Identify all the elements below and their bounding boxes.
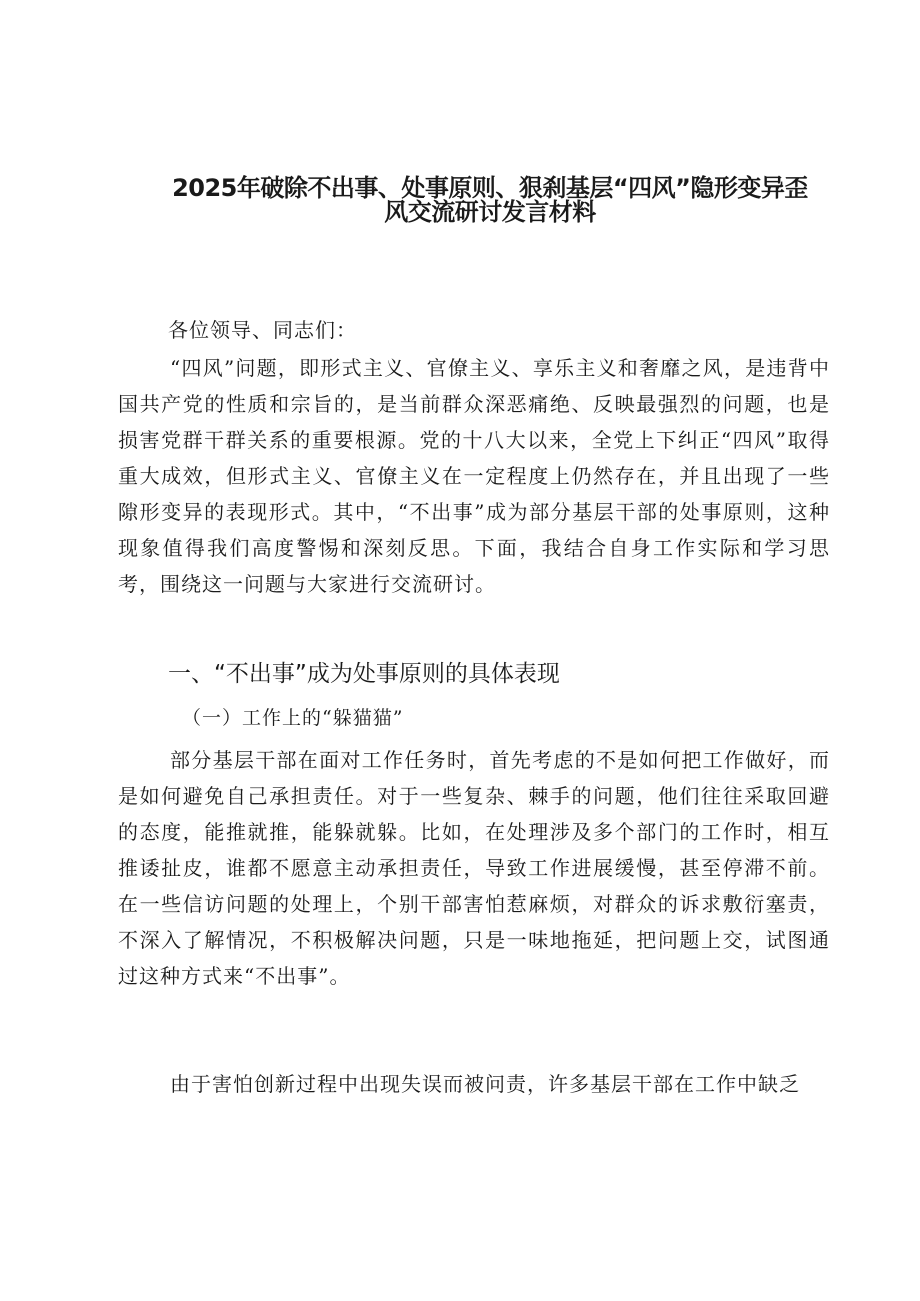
paragraph-body-1: 部分基层干部在面对工作任务时，首先考虑的不是如何把工作做好，而是如何避免自己承担责任。对于一些复杂、棘手的问题，他们往往采取回避的态度，能推就推，能躲就躲。比如，在处理涉及多个部门的工作时，相互推诿扯皮，谁都不愿意主动承担责任，导致工作进展缓慢，甚至停滞不前。在一些信访问题的处理上，个别干部害怕惹麻烦，对群众的诉求敷衍塞责，不深入了解情况，不积极解决问题，只是一味地拖延，把问题上交，试图通过这种方式来“不出事”。	[118, 748, 830, 988]
section-heading-1: 一、“不出事”成为处事原则的具体表现	[168, 661, 560, 687]
document-title-line2: 风交流研讨发言材料	[384, 198, 596, 226]
document-title-line1: 2025年破除不出事、处事原则、狠刹基层“四风”隐形变异歪	[172, 174, 808, 202]
paragraph-intro: “四风”问题，即形式主义、官僚主义、享乐主义和奢靡之风，是违背中国共产党的性质和宗旨的，是当前群众深恶痛绝、反映最强烈的问题，也是损害党群干群关系的重要根源。党的十八大以来，全党上下纠正“四风”取得重大成效，但形式主义、官僚主义在一定程度上仍然存在，并且出现了一些隙形变异的表现形式。其中，“不出事”成为部分基层干部的处事原则，这种现象值得我们高度警惕和深刻反思。下面，我结合自身工作实际和学习思考，围绕这一问题与大家进行交流研讨。	[118, 356, 830, 596]
subsection-heading-1: （一）工作上的“躲猫猫”	[182, 707, 404, 729]
paragraph-body-2: 由于害怕创新过程中出现失误而被问责，许多基层干部在工作中缺乏	[170, 1072, 800, 1096]
salutation: 各位领导、同志们：	[168, 318, 357, 342]
